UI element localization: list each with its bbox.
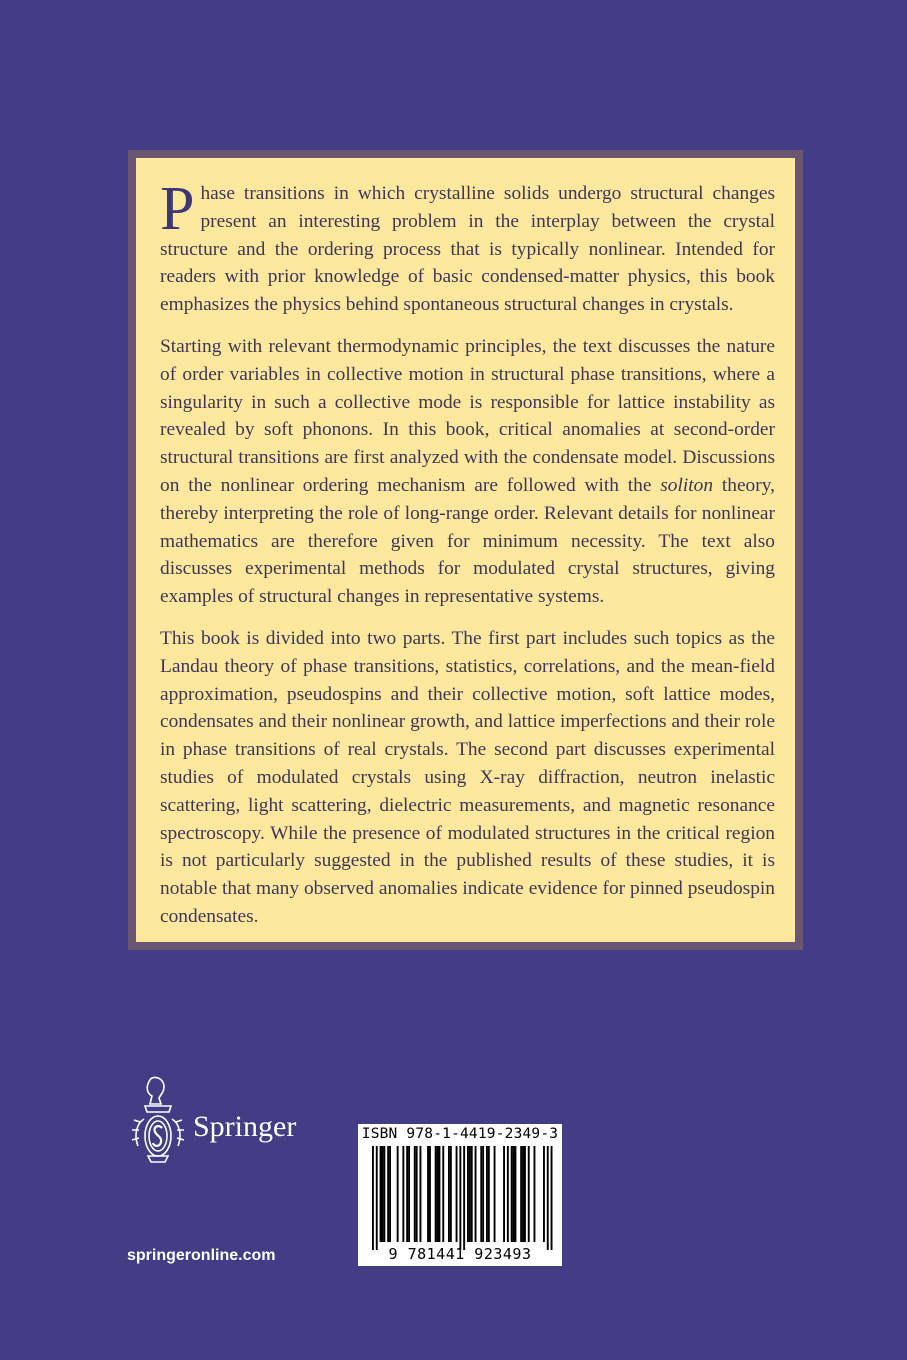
barcode-bar	[429, 1146, 431, 1242]
publisher-website: springeronline.com	[127, 1247, 276, 1264]
drop-cap: P	[160, 175, 195, 243]
paragraph-2-italic: soliton	[660, 474, 714, 496]
barcode-bar	[442, 1146, 444, 1242]
barcode-bar	[402, 1146, 404, 1242]
barcode-bar	[397, 1146, 399, 1242]
description-panel	[128, 150, 803, 950]
barcode-bar	[459, 1146, 461, 1250]
barcode-bar	[382, 1146, 384, 1242]
barcode-bar	[547, 1146, 549, 1250]
barcode-bar	[456, 1146, 458, 1242]
barcode-bar	[439, 1146, 441, 1242]
barcode-bar	[494, 1146, 496, 1242]
barcode-bar	[515, 1146, 517, 1242]
barcode-bar	[469, 1146, 471, 1242]
barcode-bar	[463, 1146, 465, 1250]
description-text	[136, 158, 795, 942]
barcode-bar	[513, 1146, 515, 1242]
barcode-bar	[420, 1146, 422, 1242]
barcode-bar	[372, 1146, 374, 1250]
barcode-bar	[408, 1146, 410, 1242]
barcode-bar	[437, 1146, 439, 1242]
springer-horse-logo-icon	[128, 1074, 188, 1169]
barcode-bar	[406, 1146, 408, 1242]
barcode-bar	[383, 1146, 385, 1242]
barcode-bar	[380, 1146, 382, 1242]
paragraph-2	[160, 333, 775, 611]
barcode-bar	[534, 1146, 536, 1242]
barcode-bar	[503, 1146, 505, 1242]
barcode-bar	[511, 1146, 513, 1242]
paragraph-3: This book is divided into two parts. The first part includes such topics as the Landau theory of phase transitions, statistics, correlations, and the mean-field approximation, pseudospins and their collective motion, soft lattice modes, condensates and their nonlinear growth, and lattice imperfections and their role in phase transitions of real crystals. The second part discusses experimental studies of modulated crystals using X-ray diffraction, neutron inelastic scattering, light scattering, dielectric measurements, and magnetic resonance spectroscopy. While the presence of modulated structures in the critical region is not particularly suggested in the published results of these studies, it is notable that many observed anomalies indicate evidence for pinned pseudospin condensates.	[160, 627, 775, 927]
barcode-bar	[486, 1146, 488, 1242]
barcode-bar	[376, 1146, 378, 1250]
paragraph-1	[160, 175, 775, 319]
barcode-bar	[414, 1146, 416, 1242]
barcode-bar	[435, 1146, 437, 1242]
barcode-bar	[448, 1146, 450, 1242]
barcode-bar	[416, 1146, 418, 1242]
paragraph-1-text: hase transitions in which crystalline solids undergo structural changes present an interesting problem in the interplay between the crystal structure and the ordering process that is typically nonlinear. Intended for readers with prior knowledge of basic condensed-matter physics, this book emphasizes the physics behind spontaneous structural changes in crystals.	[160, 183, 775, 316]
paragraph-2-text-b: theory, thereby interpreting the role of long-range order. Relevant details for nonlinear mathematics are therefore given for minimum necessity. The text also discusses experimental methods for modulated crystal structures, giving examples of structural changes in representative systems.	[160, 474, 775, 608]
barcode-bar	[389, 1146, 391, 1242]
publisher-name: Springer	[193, 1110, 297, 1143]
barcode-bar	[524, 1146, 526, 1242]
barcode-bar	[467, 1146, 469, 1242]
barcode-bar	[551, 1146, 553, 1250]
barcode-bar	[450, 1146, 452, 1242]
barcode-bar	[543, 1146, 545, 1242]
barcode-bar	[387, 1146, 389, 1242]
barcode-bar	[482, 1146, 484, 1242]
barcode-bar	[520, 1146, 522, 1242]
barcode-bar	[427, 1146, 429, 1242]
barcode-bar	[480, 1146, 482, 1242]
barcode-bar	[507, 1146, 509, 1242]
barcode-bar	[528, 1146, 530, 1242]
isbn-barcode	[358, 1124, 562, 1266]
barcode-bar	[522, 1146, 524, 1242]
paragraph-2-text-a: Starting with relevant thermodynamic principles, the text discusses the nature of order variables in collective motion in structural phase transitions, where a singularity in such a collective mode is responsible for lattice instability as revealed by soft phonons. In this book, critical anomalies at second-order structural transitions are first analyzed with the condensate model. Discussions on the nonlinear ordering mechanism are followed with the	[160, 335, 775, 496]
barcode-bar	[475, 1146, 477, 1242]
ean-digits: 9 781441 923493	[388, 1245, 532, 1263]
barcode-bar	[488, 1146, 490, 1242]
isbn-label: ISBN 978-1-4419-2349-3	[361, 1126, 559, 1142]
barcode-bar	[471, 1146, 473, 1242]
